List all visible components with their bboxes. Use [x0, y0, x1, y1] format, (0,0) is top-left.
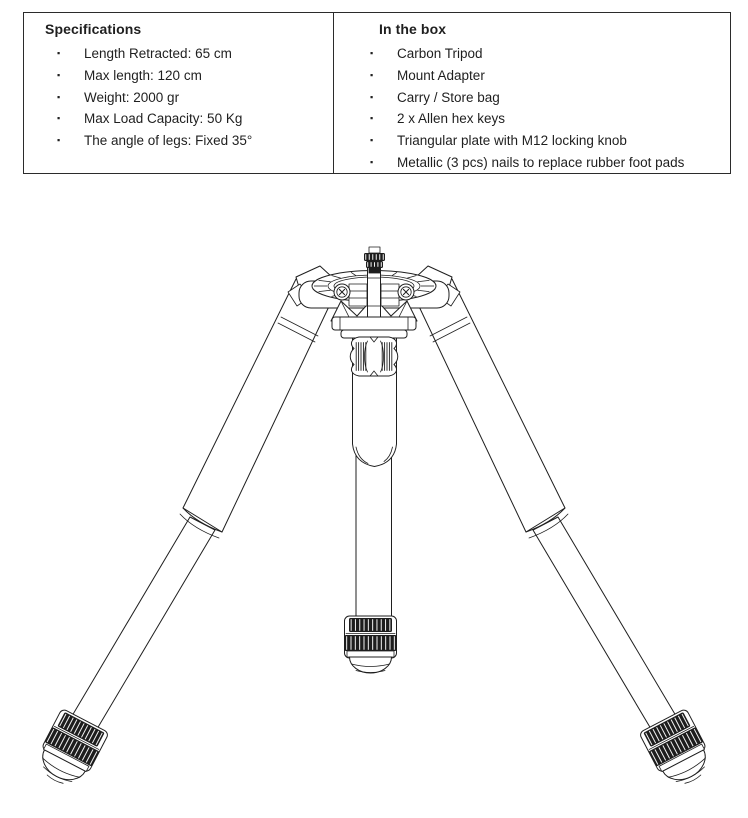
list-item-text: 2 x Allen hex keys [397, 111, 506, 127]
locking-knob-knurl [366, 261, 383, 268]
list-item-text: Metallic (3 pcs) nails to replace rubber foot pads [397, 154, 685, 170]
in-the-box-title: In the box [379, 21, 447, 37]
locking-knob-stem [369, 268, 380, 273]
list-item-text: Max length: 120 cm [84, 67, 202, 83]
knurl-band [345, 635, 397, 651]
locking-knob-tip [369, 247, 380, 253]
list-item-text: The angle of legs: Fixed 35° [84, 133, 253, 149]
right-leg-lower-tube [533, 517, 679, 734]
list-item-text: Carbon Tripod [397, 46, 483, 61]
bullet-square-icon: ▪ [370, 156, 374, 167]
specifications-title: Specifications [45, 21, 142, 37]
left-leg-lower-tube [69, 517, 215, 734]
left-leg [31, 279, 333, 792]
bullet-square-icon: ▪ [370, 91, 374, 102]
right-leg-upper-tube [415, 279, 565, 532]
list-item-text: Mount Adapter [397, 67, 485, 83]
knurl-band [349, 618, 392, 632]
bullet-square-icon: ▪ [370, 135, 374, 146]
rear-leg-lower-tube [356, 440, 392, 624]
right-clamp-block [381, 284, 399, 306]
rear-leg [345, 330, 397, 673]
bullet-square-icon: ▪ [57, 135, 61, 146]
left-hinge-screw [334, 284, 350, 300]
bullet-square-icon: ▪ [57, 69, 61, 80]
list-item-text: Triangular plate with M12 locking knob [397, 133, 627, 149]
right-leg [415, 279, 717, 792]
list-item-text: Weight: 2000 gr [84, 89, 180, 105]
list-item-text: Length Retracted: 65 cm [84, 46, 232, 61]
bullet-square-icon: ▪ [57, 91, 61, 102]
bullet-square-icon: ▪ [57, 48, 61, 58]
bullet-square-icon: ▪ [370, 113, 374, 124]
bullet-square-icon: ▪ [370, 48, 374, 58]
bullet-square-icon: ▪ [370, 69, 374, 80]
right-hinge-screw [398, 284, 414, 300]
column-grip-knob [350, 337, 398, 376]
rear-leg-twist-lock [345, 616, 397, 673]
list-item-text: Carry / Store bag [397, 89, 500, 105]
left-clamp-block [349, 284, 367, 306]
bullet-square-icon: ▪ [57, 113, 61, 124]
locking-knob-knurl [364, 253, 385, 261]
twist-lock-rim [347, 651, 394, 657]
list-item-text: Max Load Capacity: 50 Kg [84, 111, 243, 127]
left-leg-upper-tube [183, 279, 333, 532]
grip-knob-outline [350, 337, 398, 376]
triangular-plate [332, 317, 416, 330]
